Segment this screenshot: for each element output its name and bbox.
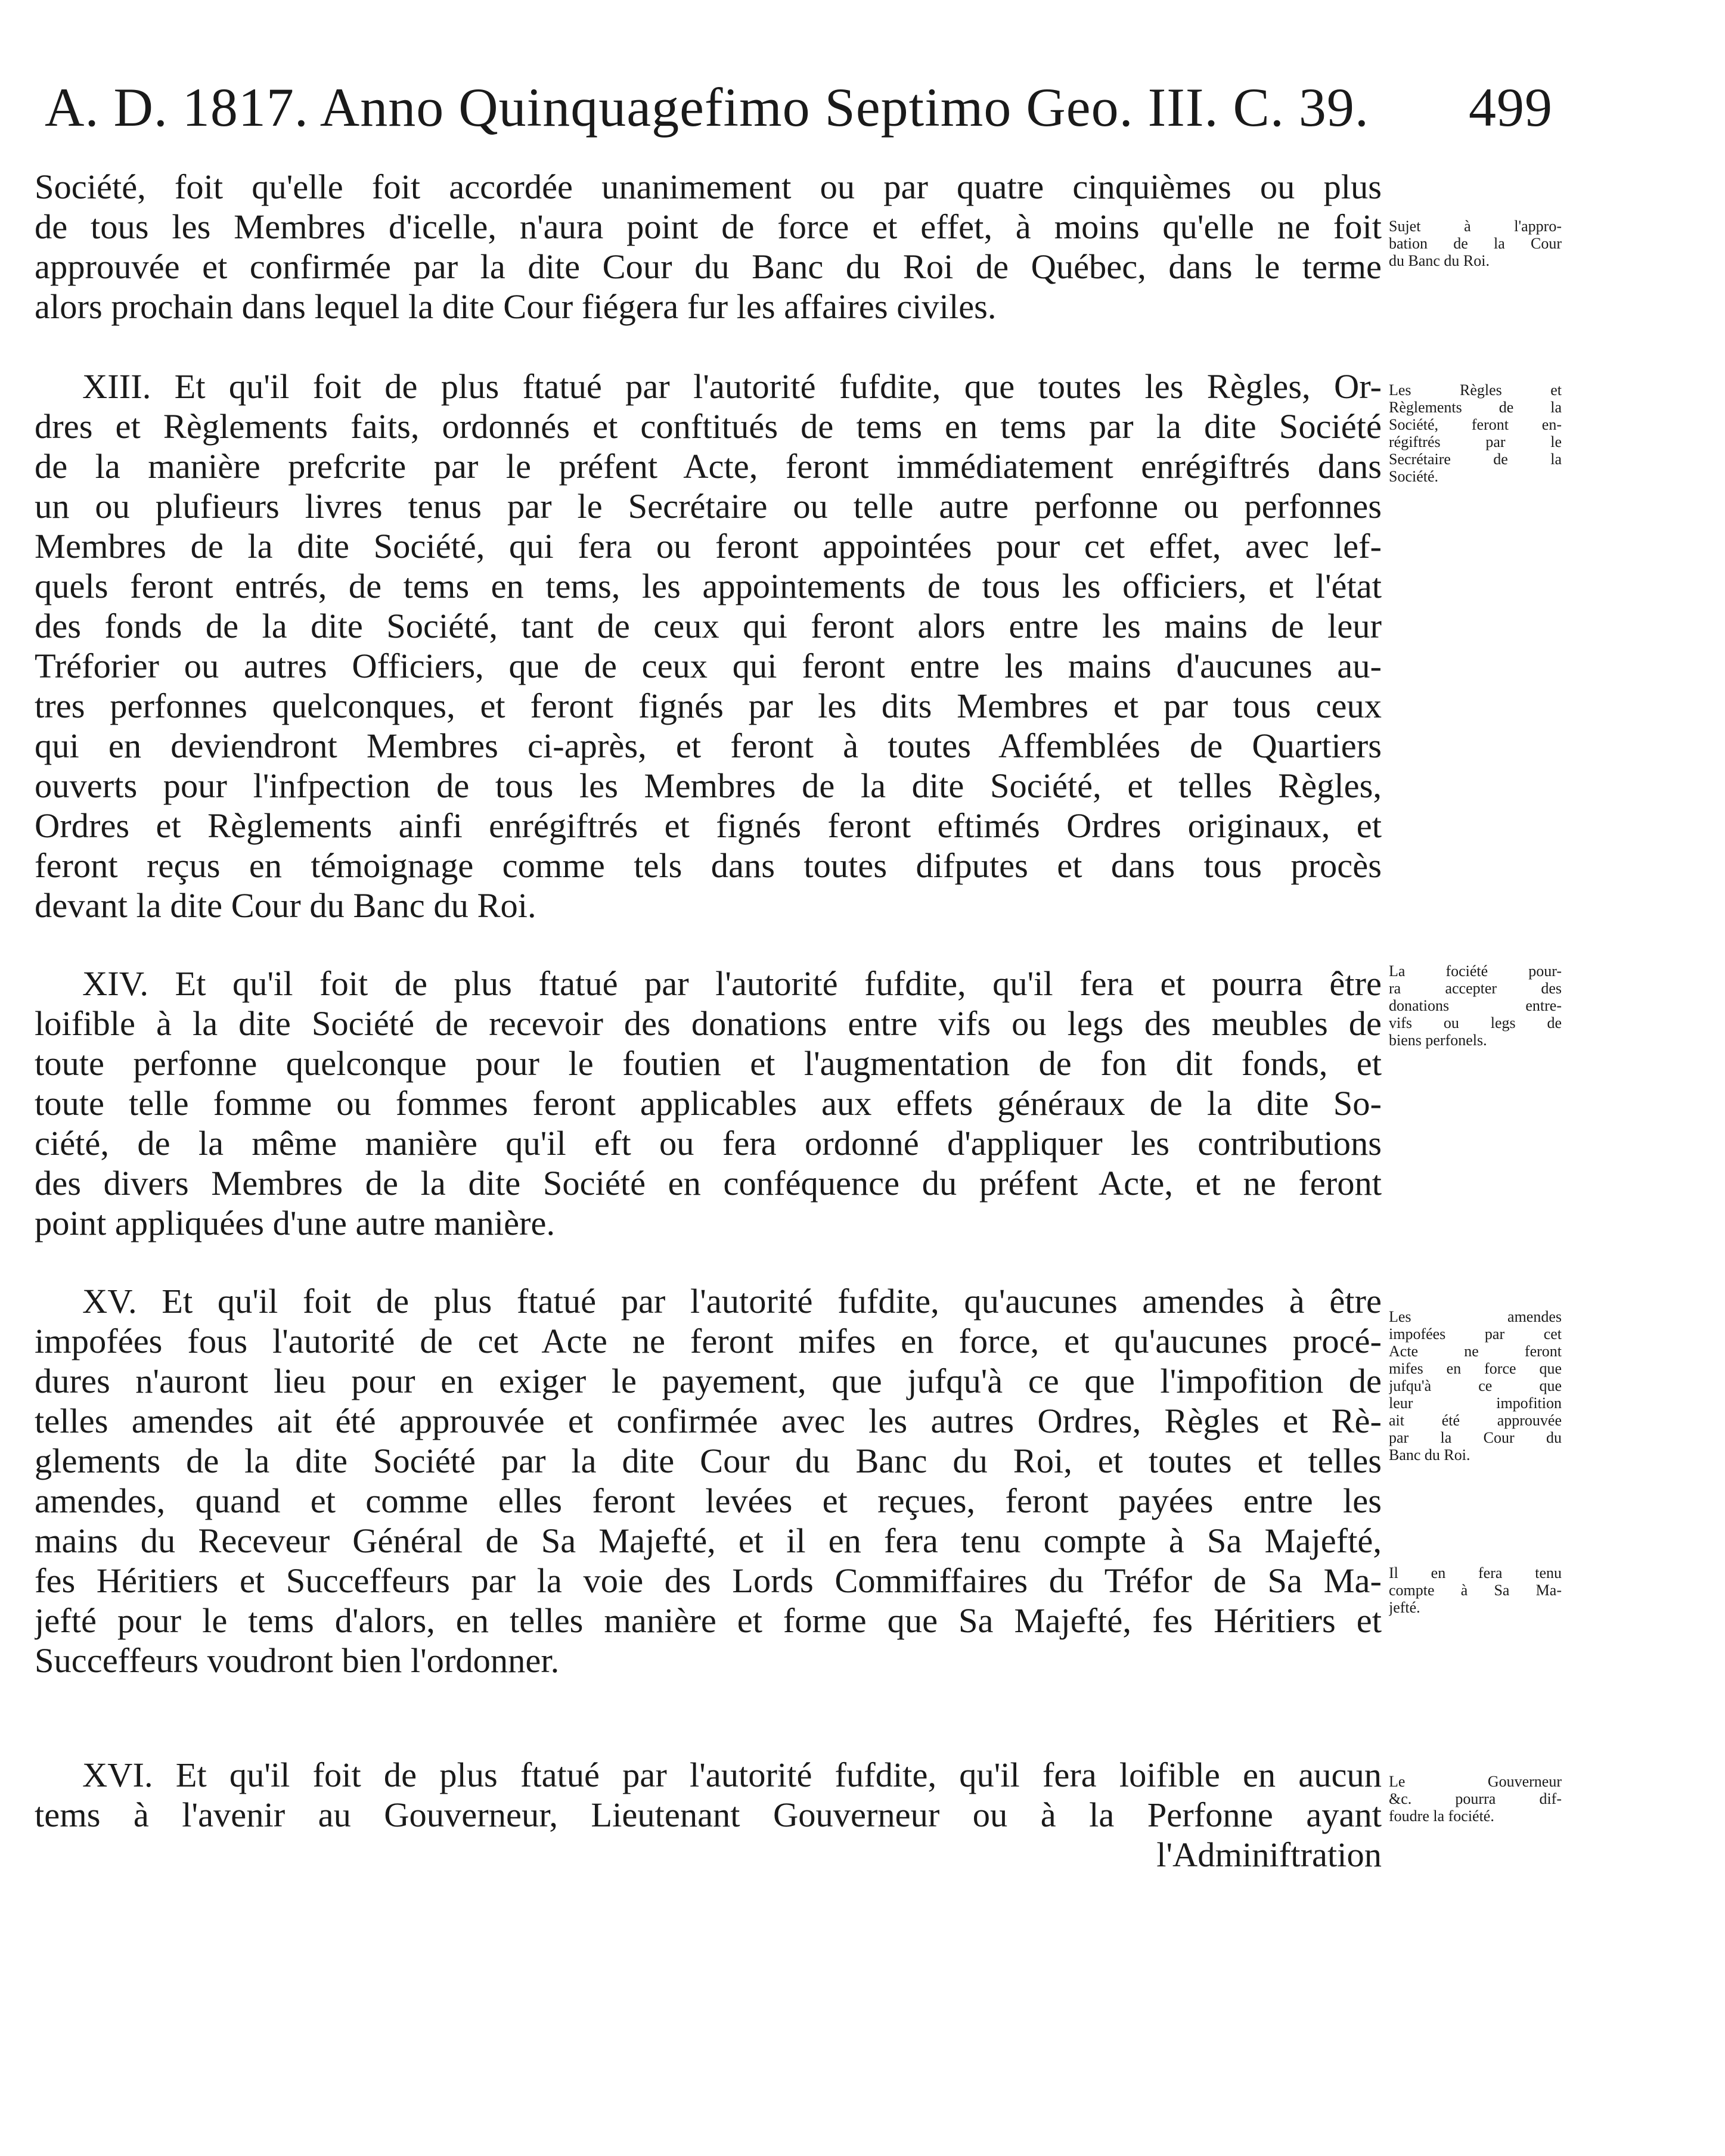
text-line: Tréforier ou autres Officiers, que de ceux qui feront entre les mains d'aucunes au-	[35, 647, 1382, 685]
marginal-line: Il en fera tenu	[1389, 1564, 1562, 1582]
marginal-note	[1389, 1564, 1562, 1616]
text-line: ouverts pour l'infpection de tous les Membres de la dite Société, et telles Règles,	[35, 766, 1382, 805]
text-line: telles amendes ait été approuvée et confirmée avec les autres Ordres, Règles et Rè-	[35, 1402, 1382, 1440]
marginal-note	[1389, 381, 1562, 485]
text-line: Ordres et Règlements ainfi enrégiftrés et fignés feront eftimés Ordres originaux, et	[35, 806, 1382, 845]
paragraph-xii-continuation	[35, 167, 1382, 327]
text-line: toute perfonne quelconque pour le foutien et l'augmentation de fon dit fonds, et	[35, 1044, 1382, 1083]
marginal-line: du Banc du Roi.	[1389, 252, 1490, 269]
text-line: tres perfonnes quelconques, et feront fignés par les dits Membres et par tous ceux	[35, 686, 1382, 725]
marginal-line: régiftrés par le	[1389, 433, 1562, 451]
marginal-line: Société, feront en-	[1389, 416, 1562, 433]
marginal-line: jefté.	[1389, 1599, 1420, 1616]
marginal-line: bation de la Cour	[1389, 235, 1562, 252]
text-line: Membres de la dite Société, qui fera ou feront appointées pour cet effet, avec lef-	[35, 527, 1382, 566]
marginal-note	[1389, 962, 1562, 1049]
text-line: devant la dite Cour du Banc du Roi.	[35, 886, 536, 925]
catchword: l'Adminiftration	[1156, 1835, 1382, 1874]
text-line: tems à l'avenir au Gouverneur, Lieutenant Gouverneur ou à la Perfonne ayant	[35, 1795, 1382, 1834]
text-line: de la manière prefcrite par le préfent Acte, feront immédiatement enrégiftrés dans	[35, 447, 1382, 486]
paragraph-xiii	[35, 366, 1382, 925]
marginal-line: ait été approuvée	[1389, 1412, 1562, 1429]
paragraph-xvi	[35, 1755, 1382, 1875]
text-line: jefté pour le tems d'alors, en telles manière et forme que Sa Majefté, fes Héritiers et	[35, 1601, 1382, 1640]
text-line: dures n'auront lieu pour en exiger le payement, que jufqu'à ce que l'impofition de	[35, 1362, 1382, 1400]
marginal-note	[1389, 1308, 1562, 1464]
text-line: amendes, quand et comme elles feront levées et reçues, feront payées entre les	[35, 1481, 1382, 1520]
text-line: de tous les Membres d'icelle, n'aura point de force et effet, à moins qu'elle ne foit	[35, 207, 1382, 246]
marginal-line: La fociété pour-	[1389, 962, 1562, 980]
text-line: approuvée et confirmée par la dite Cour du Banc du Roi de Québec, dans le terme	[35, 247, 1382, 286]
text-line: mains du Receveur Général de Sa Majefté, et il en fera tenu compte à Sa Majefté,	[35, 1521, 1382, 1560]
marginal-line: leur impofition	[1389, 1394, 1562, 1412]
text-line: quels feront entrés, de tems en tems, les appointements de tous les officiers, et l'état	[35, 567, 1382, 605]
marginal-line: Règlements de la	[1389, 399, 1562, 416]
text-line: qui en deviendront Membres ci-après, et feront à toutes Affemblées de Quartiers	[35, 726, 1382, 765]
marginal-line: vifs ou legs de	[1389, 1014, 1562, 1032]
text-line: XIV. Et qu'il foit de plus ftatué par l'autorité fufdite, qu'il fera et pourra être	[82, 964, 1382, 1003]
text-line: des divers Membres de la dite Société en conféquence du préfent Acte, et ne feront	[35, 1164, 1382, 1203]
running-title: A. D. 1817. Anno Quinquagefimo Septimo Geo. III. C. 39.	[45, 77, 1369, 138]
marginal-line: donations entre-	[1389, 997, 1562, 1014]
paragraph-xiv	[35, 964, 1382, 1243]
text-line: XVI. Et qu'il foit de plus ftatué par l'autorité fufdite, qu'il fera loifible en aucun	[82, 1756, 1382, 1794]
marginal-line: mifes en force que	[1389, 1360, 1562, 1377]
marginal-line: Banc du Roi.	[1389, 1446, 1470, 1464]
marginal-line: foudre la fociété.	[1389, 1807, 1494, 1825]
text-line: Société, foit qu'elle foit accordée unanimement ou par quatre cinquièmes ou plus	[35, 167, 1382, 206]
marginal-line: ra accepter des	[1389, 980, 1562, 997]
text-line: alors prochain dans lequel la dite Cour fiégera fur les affaires civiles.	[35, 287, 997, 326]
text-line: des fonds de la dite Société, tant de ceux qui feront alors entre les mains de leur	[35, 607, 1382, 645]
text-line: XV. Et qu'il foit de plus ftatué par l'autorité fufdite, qu'aucunes amendes à être	[82, 1282, 1382, 1321]
text-line: impofées fous l'autorité de cet Acte ne feront mifes en force, et qu'aucunes procé-	[35, 1322, 1382, 1360]
marginal-line: par la Cour du	[1389, 1429, 1562, 1446]
marginal-line: Les Règles et	[1389, 381, 1562, 399]
text-line: toute telle fomme ou fommes feront applicables aux effets généraux de la dite So-	[35, 1084, 1382, 1123]
marginal-line: Le Gouverneur	[1389, 1773, 1562, 1790]
text-line: glements de la dite Société par la dite Cour du Banc du Roi, et toutes et telles	[35, 1442, 1382, 1480]
marginal-line: &c. pourra dif-	[1389, 1790, 1562, 1807]
marginal-line: Les amendes	[1389, 1308, 1562, 1325]
text-line: un ou plufieurs livres tenus par le Secrétaire ou telle autre perfonne ou perfonnes	[35, 487, 1382, 526]
marginal-line: Acte ne feront	[1389, 1343, 1562, 1360]
marginal-line: impofées par cet	[1389, 1325, 1562, 1343]
marginal-line: Société.	[1389, 468, 1439, 485]
page-number: 499	[1469, 77, 1553, 138]
text-line: loifible à la dite Société de recevoir des donations entre vifs ou legs des meubles de	[35, 1004, 1382, 1043]
marginal-line: biens perfonels.	[1389, 1032, 1487, 1049]
text-line: ciété, de la même manière qu'il eft ou fera ordonné d'appliquer les contributions	[35, 1124, 1382, 1163]
text-line: fes Héritiers et Succeffeurs par la voie des Lords Commiffaires du Tréfor de Sa Ma-	[35, 1561, 1382, 1600]
running-head	[45, 72, 1553, 143]
marginal-note	[1389, 1773, 1562, 1825]
marginal-line: jufqu'à ce que	[1389, 1377, 1562, 1394]
text-line: Succeffeurs voudront bien l'ordonner.	[35, 1641, 560, 1680]
text-line: feront reçus en témoignage comme tels dans toutes difputes et dans tous procès	[35, 846, 1382, 885]
text-line: point appliquées d'une autre manière.	[35, 1204, 556, 1242]
text-line: XIII. Et qu'il foit de plus ftatué par l'autorité fufdite, que toutes les Règles, Or-	[82, 367, 1382, 406]
text-line: dres et Règlements faits, ordonnés et conftitués de tems en tems par la dite Société	[35, 407, 1382, 446]
marginal-line: Sujet à l'appro-	[1389, 218, 1562, 235]
marginal-line: Secrétaire de la	[1389, 451, 1562, 468]
marginal-line: compte à Sa Ma-	[1389, 1582, 1562, 1599]
marginal-note	[1389, 218, 1562, 269]
paragraph-xv	[35, 1281, 1382, 1680]
